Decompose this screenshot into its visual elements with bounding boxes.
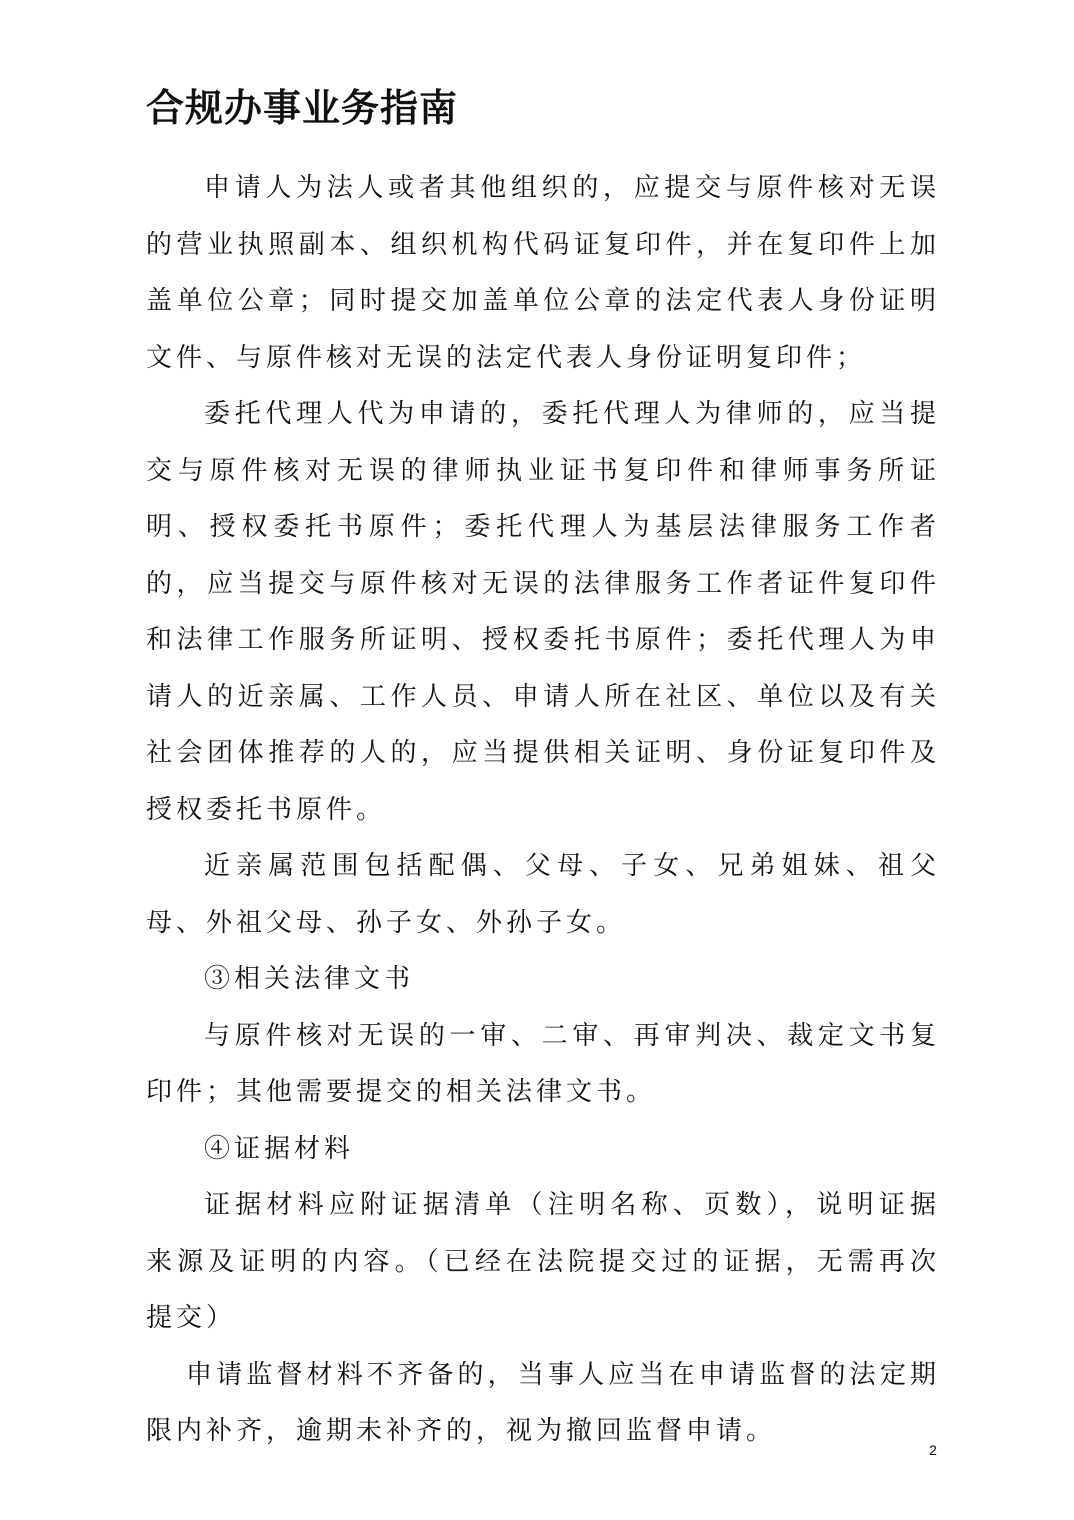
paragraph-agent-materials: 委托代理人代为申请的，委托代理人为律师的，应当提交与原件核对无误的律师执业证书复印件和律师事务所证明、授权委托书原件；委托代理人为基层法律服务工作者的，应当提交与原件核对无误的法律服务工作者证件复印件和法律工作服务所证明、授权委托书原件；委托代理人为申请人的近亲属、工作人员、申请人所在社区、单位以及有关社会团体推荐的人的，应当提供相关证明、身份证复印件及授权委托书原件。 [146,399,940,825]
paragraph-legal-documents: 与原件核对无误的一审、二审、再审判决、裁定文书复印件；其他需要提交的相关法律文书。 [146,1020,940,1107]
paragraph-incomplete-materials: 申请监督材料不齐备的，当事人应当在申请监督的法定期限内补齐，逾期未补齐的，视为撤回监督申请。 [146,1359,940,1446]
paragraph-close-relatives: 近亲属范围包括配偶、父母、子女、兄弟姐妹、祖父母、外祖父母、孙子女、外孙子女。 [146,851,940,938]
document-body [146,160,940,1460]
page-number: 2 [929,1442,937,1458]
page-title: 合规办事业务指南 [146,86,459,130]
section-heading-evidence: ④证据材料 [204,1133,355,1164]
paragraph-evidence: 证据材料应附证据清单（注明名称、页数），说明证据来源及证明的内容。（已经在法院提交过的证据，无需再次提交） [146,1190,940,1333]
paragraph-legal-person-materials: 申请人为法人或者其他组织的，应提交与原件核对无误的营业执照副本、组织机构代码证复印件，并在复印件上加盖单位公章；同时提交加盖单位公章的法定代表人身份证明文件、与原件核对无误的法定代表人身份证明复印件； [146,173,940,373]
section-heading-legal-documents: ③相关法律文书 [204,964,415,994]
